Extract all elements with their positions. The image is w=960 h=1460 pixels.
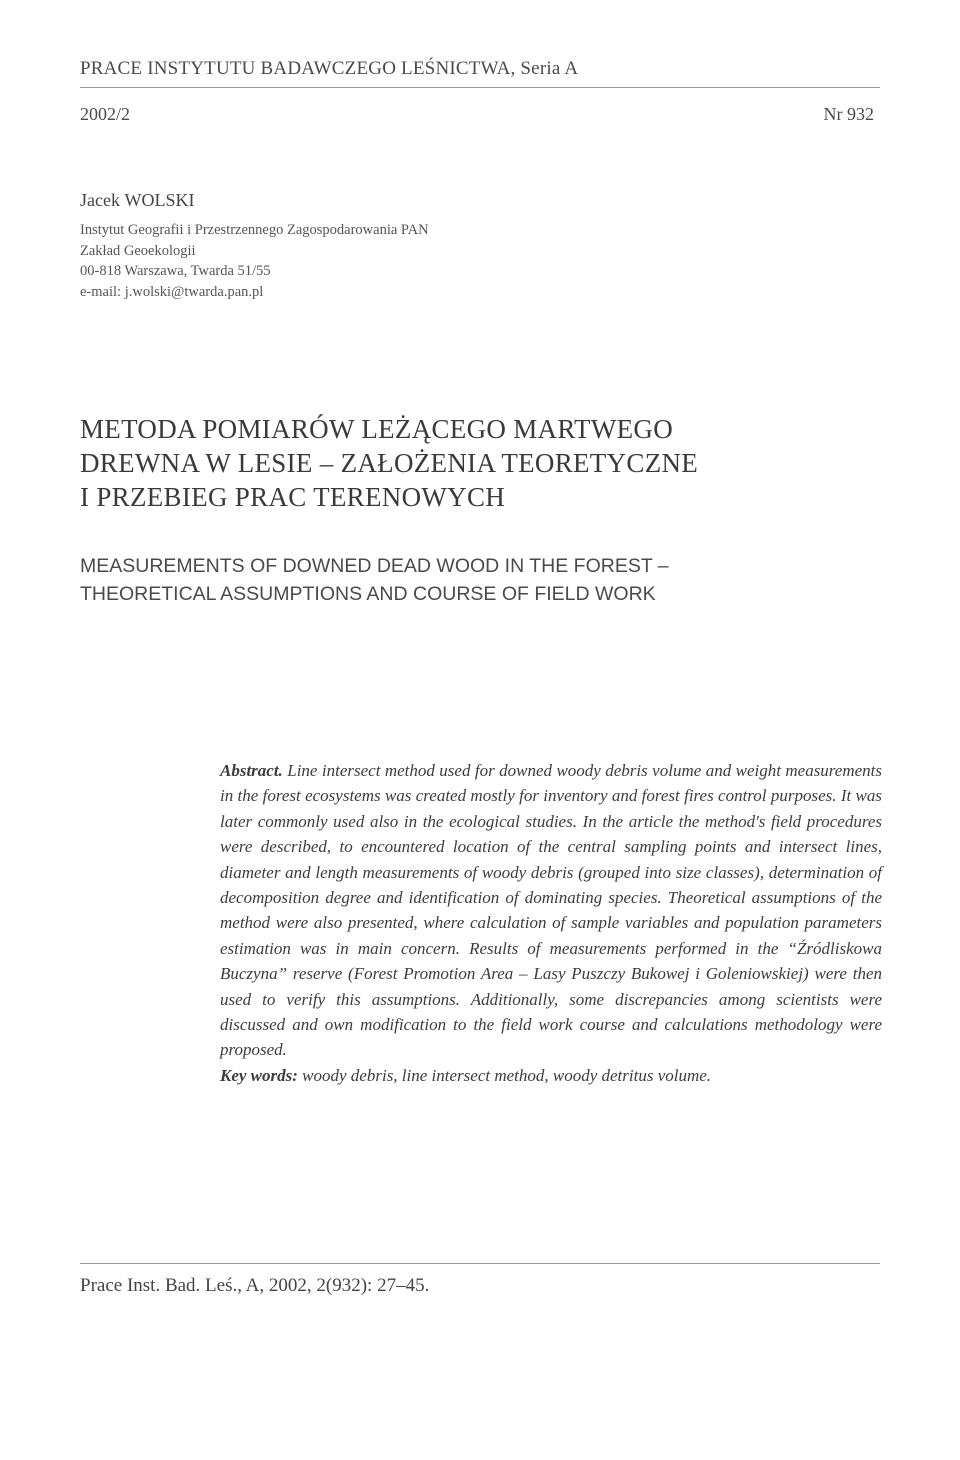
- abstract-block: [220, 758, 882, 1088]
- title-polish-line: I PRZEBIEG PRAC TERENOWYCH: [80, 482, 506, 512]
- affiliation-institute: Instytut Geografii i Przestrzennego Zagospodarowania PAN: [80, 222, 429, 238]
- affiliation-email: e-mail: j.wolski@twarda.pan.pl: [80, 283, 264, 300]
- author-name: [80, 190, 194, 211]
- title-english: [80, 552, 669, 608]
- title-polish: [80, 412, 698, 514]
- author-last-name: WOLSKI: [124, 190, 195, 210]
- title-english-line: THEORETICAL ASSUMPTIONS AND COURSE OF FIELD WORK: [80, 583, 656, 605]
- paper-number: Nr 932: [823, 104, 874, 124]
- author-affiliation: [80, 220, 429, 302]
- footer-rule: [80, 1263, 880, 1264]
- affiliation-address: 00-818 Warszawa, Twarda 51/55: [80, 263, 271, 279]
- author-first-name: Jacek: [80, 190, 120, 210]
- title-polish-line: DREWNA W LESIE – ZAŁOŻENIA TEORETYCZNE: [80, 448, 699, 478]
- issue-number: 2002/2: [80, 104, 131, 124]
- abstract-label: Abstract.: [220, 761, 283, 780]
- affiliation-department: Zakład Geoekologii: [80, 242, 196, 259]
- abstract-text: Line intersect method used for downed woody debris volume and weight measurements in the forest ecosystems was created mostly for inventory and forest fires control purposes. It was later commonly used also in the ecological studies. In the article the method's field procedures were described, to encountered location of the central sampling points and intersect lines, diameter and length measurements of woody debris (grouped into size classes), determination of decomposition degree and identification of dominating species. Theoretical assumptions of the method were also presented, where calculation of sample variables and population parameters estimation was in main concern. Results of measurements performed in the “Źródliskowa Buczyna” reserve (Forest Promotion Area – Lasy Puszczy Bukowej i Goleniowskiej) were then used to verify this assumptions. Additionally, some discrepancies among scientists were discussed and own modification to the field work course and calculations methodology were proposed.: [220, 761, 882, 1060]
- title-english-line: MEASUREMENTS OF DOWNED DEAD WOOD IN THE FOREST –: [80, 555, 669, 577]
- keywords: [220, 1063, 882, 1088]
- header-rule: [80, 87, 880, 88]
- keywords-label: Key words:: [220, 1065, 298, 1085]
- keywords-text: woody debris, line intersect method, woody detritus volume.: [302, 1065, 712, 1085]
- journal-name: PRACE INSTYTUTU BADAWCZEGO LEŚNICTWA, Seria A: [80, 58, 579, 79]
- citation: Prace Inst. Bad. Leś., A, 2002, 2(932): 27–45.: [80, 1275, 430, 1296]
- title-polish-line: METODA POMIARÓW LEŻĄCEGO MARTWEGO: [80, 414, 674, 444]
